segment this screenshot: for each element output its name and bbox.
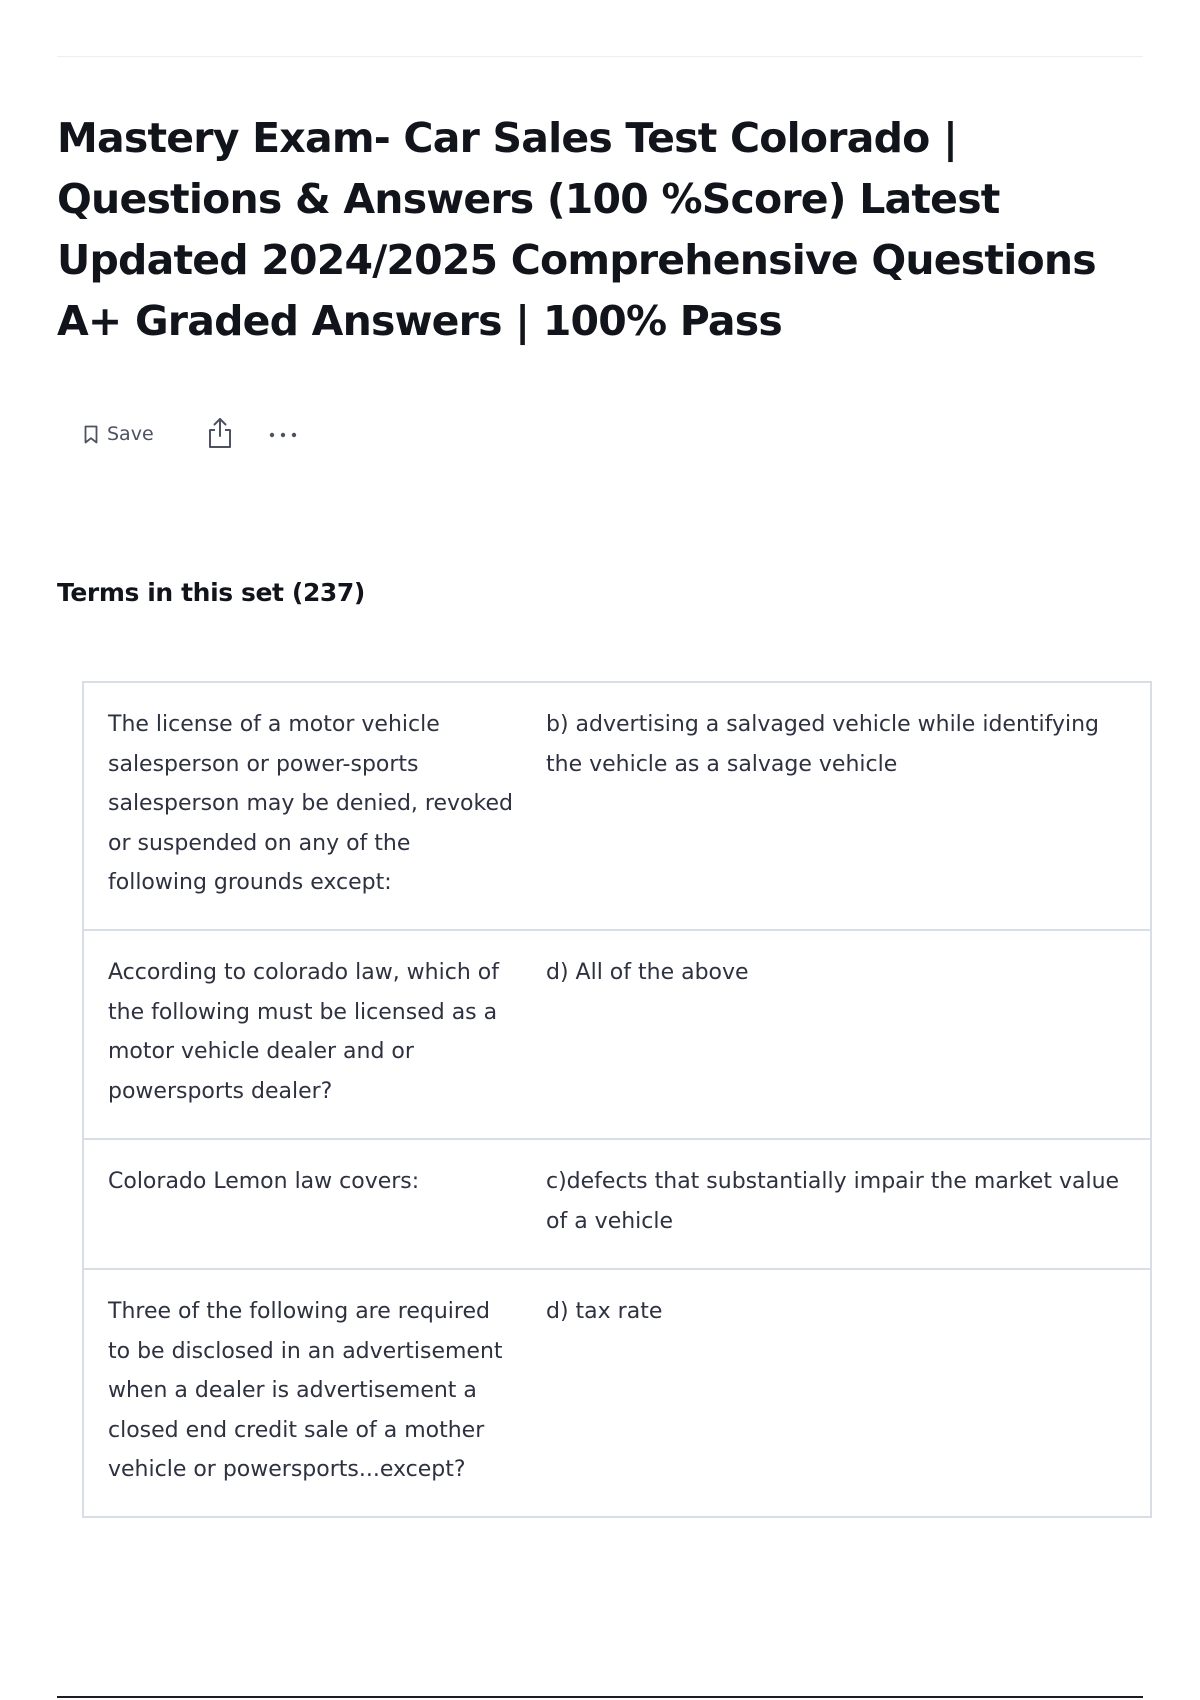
term-question: The license of a motor vehicle salesperson or power-sports salesperson may be denied, revoked or suspended on any of the following grounds except: xyxy=(108,712,513,895)
term-answer: c)defects that substantially impair the market value of a vehicle xyxy=(546,1169,1120,1234)
term-row xyxy=(84,1270,1150,1516)
more-options-button[interactable] xyxy=(268,427,298,442)
term-row xyxy=(84,683,1150,931)
bottom-divider xyxy=(57,1696,1143,1698)
page-title: Mastery Exam- Car Sales Test Colorado | Questions & Answers (100 %Score) Latest Updated 2024/2025 Comprehensive Questions A+ Graded Answers | 100% Pass xyxy=(57,114,1096,345)
terms-table xyxy=(82,681,1152,1518)
share-icon xyxy=(206,417,234,452)
top-divider xyxy=(57,56,1143,57)
share-button[interactable] xyxy=(206,417,234,452)
bookmark-icon xyxy=(84,425,98,444)
term-answer: d) All of the above xyxy=(546,960,749,985)
term-question: Three of the following are required to be disclosed in an advertisement when a dealer is advertisement a closed end credit sale of a mother vehicle or powersports...except? xyxy=(108,1299,503,1482)
term-answer: d) tax rate xyxy=(546,1299,663,1324)
save-button[interactable] xyxy=(84,423,154,445)
term-question: According to colorado law, which of the following must be licensed as a motor vehicle dealer and or powersports dealer? xyxy=(108,960,499,1104)
term-question: Colorado Lemon law covers: xyxy=(108,1169,420,1194)
set-toolbar xyxy=(84,416,298,452)
term-answer: b) advertising a salvaged vehicle while identifying the vehicle as a salvage vehicle xyxy=(546,712,1100,777)
terms-count-heading: Terms in this set (237) xyxy=(57,578,365,607)
term-row xyxy=(84,1140,1150,1270)
term-row xyxy=(84,931,1150,1140)
save-button-label: Save xyxy=(107,423,154,445)
more-horizontal-icon xyxy=(268,427,298,442)
